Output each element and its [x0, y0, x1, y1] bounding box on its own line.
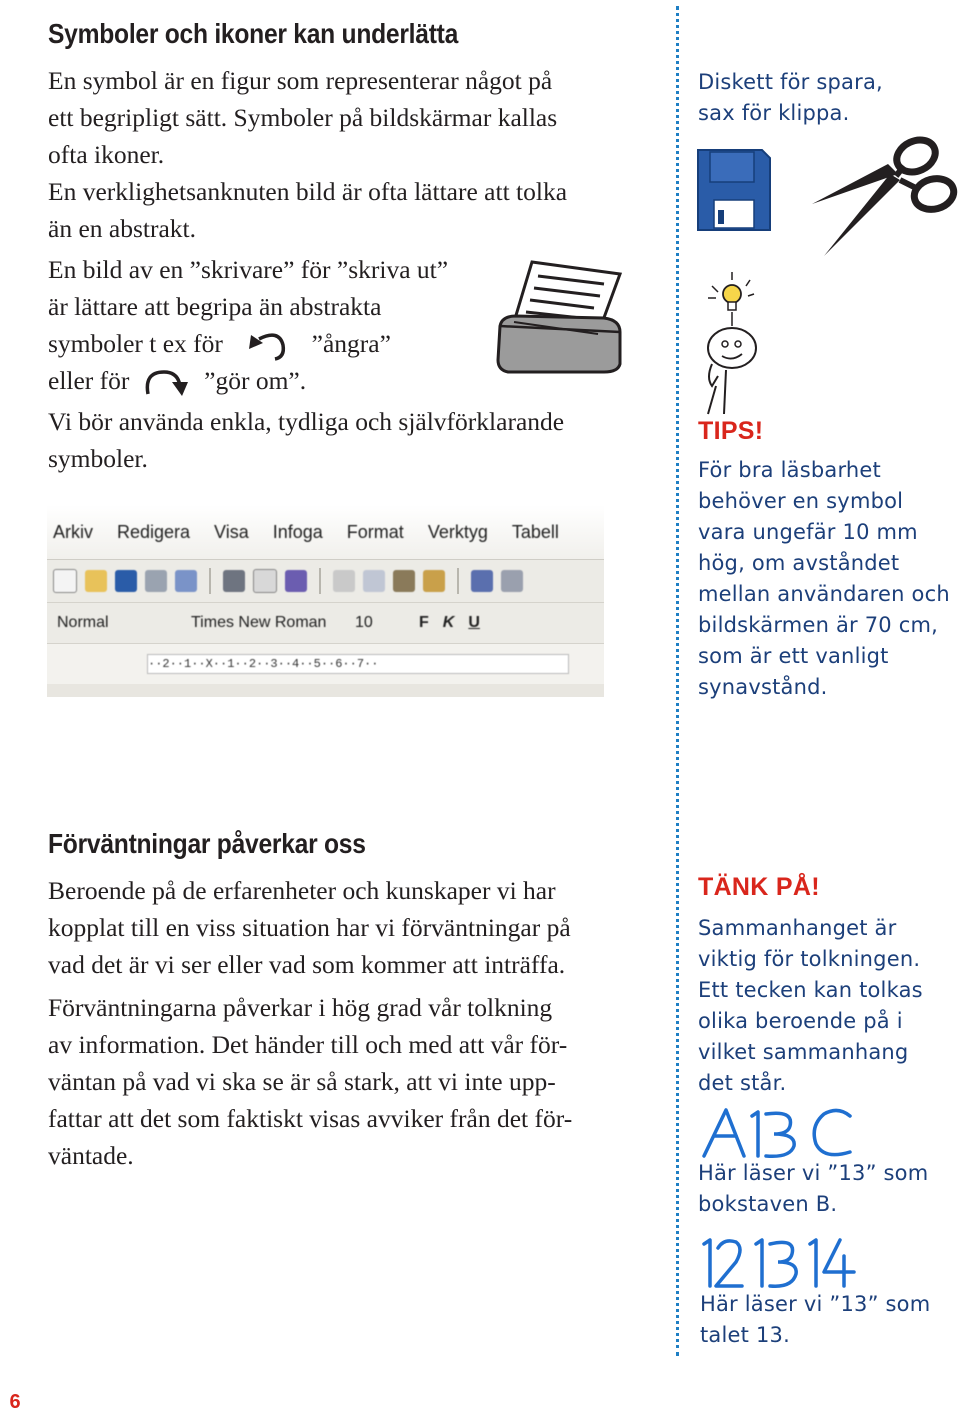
- text-line: kopplat till en viss situation har vi förväntningar på: [48, 913, 571, 942]
- email-icon: [145, 570, 167, 592]
- caption-line: Diskett för spara,: [698, 70, 883, 94]
- menu-item-tabell: Tabell: [511, 521, 559, 542]
- word-toolbar-screenshot: [47, 505, 604, 697]
- text-line: av information. Det händer till och med att vår för-: [48, 1030, 568, 1059]
- menu-bar: [47, 505, 604, 560]
- text-line: väntan på vad vi ska se är så stark, att vi inte upp-: [48, 1067, 556, 1096]
- tips-line: behöver en symbol: [698, 489, 904, 513]
- undo-toolbar-icon: [471, 570, 493, 592]
- text-line: Förväntningarna påverkar i hög grad vår tolkning: [48, 993, 553, 1022]
- caption-line: Här läser vi ”13” som: [700, 1292, 931, 1316]
- think-line: olika beroende på i: [698, 1009, 903, 1033]
- printer-icon: [494, 256, 624, 376]
- menu-item-verktyg: Verktyg: [427, 521, 488, 542]
- disk-scissors-caption: [698, 67, 883, 129]
- paste-icon: [393, 570, 415, 592]
- think-line: Ett tecken kan tolkas: [698, 978, 923, 1002]
- text-fragment: ”gör om”.: [204, 366, 307, 395]
- tips-line: hög, om avståndet: [698, 551, 900, 575]
- think-text: [698, 913, 960, 1099]
- italic-icon: K: [442, 614, 455, 631]
- menu-item-arkiv: Arkiv: [53, 521, 93, 542]
- underline-icon: U: [468, 614, 480, 631]
- text-fragment: ”ångra”: [311, 329, 391, 358]
- tips-line: bildskärmen är 70 cm,: [698, 613, 939, 637]
- handwritten-numbers: [700, 1234, 860, 1290]
- section-heading-symbols: Symboler och ikoner kan underlätta: [48, 18, 459, 49]
- text-line: fattar att det som faktiskt visas avviker från det för-: [48, 1104, 573, 1133]
- ruler: [47, 644, 604, 684]
- formatting-toolbar: [47, 603, 604, 644]
- abc-caption: [698, 1158, 928, 1220]
- size-dropdown: 10: [355, 614, 373, 631]
- style-dropdown: Normal: [57, 614, 109, 631]
- think-label: TÄNK PÅ!: [698, 873, 820, 901]
- undo-icon: [239, 331, 295, 361]
- text-line: En verklighetsanknuten bild är ofta lättare att tolka: [48, 177, 568, 206]
- think-line: det står.: [698, 1071, 787, 1095]
- text-line: är lättare att begripa än abstrakta: [48, 292, 382, 321]
- separator: [209, 568, 211, 594]
- new-doc-icon: [53, 569, 77, 593]
- caption-line: bokstaven B.: [698, 1192, 838, 1216]
- think-line: Sammanhanget är: [698, 916, 897, 940]
- menu-item-format: Format: [346, 521, 404, 542]
- save-disk-icon: [115, 570, 137, 592]
- think-line: vilket sammanhang: [698, 1040, 909, 1064]
- ruler-scale: ··2··1··X··1··2··3··4··5··6··7··: [147, 654, 569, 674]
- tips-line: För bra läsbarhet: [698, 458, 881, 482]
- spelling-icon: [285, 570, 307, 592]
- text-line: än en abstrakt.: [48, 214, 196, 243]
- floppy-disk-icon: [696, 148, 772, 232]
- bold-icon: F: [419, 614, 429, 631]
- menu-item-redigera: Redigera: [117, 521, 191, 542]
- text-line: ett begripligt sätt. Symboler på bildskärmar kallas: [48, 103, 558, 132]
- text-line: väntade.: [48, 1141, 134, 1170]
- text-fragment: eller för: [48, 366, 130, 395]
- redo-icon: [142, 368, 192, 398]
- caption-line: sax för klippa.: [698, 101, 850, 125]
- text-fragment: symboler t ex för: [48, 329, 223, 358]
- text-line: vad det är vi ser eller vad som kommer att inträffa.: [48, 950, 566, 979]
- permission-icon: [175, 570, 197, 592]
- column-divider: [676, 6, 679, 1356]
- text-line: En bild av en ”skrivare” för ”skriva ut”: [48, 255, 449, 284]
- preview-icon: [253, 569, 277, 593]
- menu-item-visa: Visa: [214, 521, 249, 542]
- lightbulb-idea-icon: [692, 268, 772, 416]
- page-number: 6: [0, 1384, 30, 1420]
- tips-line: vara ungefär 10 mm: [698, 520, 918, 544]
- text-line: Vi bör använda enkla, tydliga och självförklarande: [48, 407, 565, 436]
- text-line: Beroende på de erfarenheter och kunskaper vi har: [48, 876, 556, 905]
- print-icon: [223, 570, 245, 592]
- caption-line: Här läser vi ”13” som: [698, 1161, 929, 1185]
- tips-label: TIPS!: [698, 417, 764, 445]
- format-painter-icon: [423, 570, 445, 592]
- think-line: viktig för tolkningen.: [698, 947, 921, 971]
- open-folder-icon: [85, 570, 107, 592]
- caption-line: talet 13.: [700, 1323, 790, 1347]
- text-line: ofta ikoner.: [48, 140, 165, 169]
- tips-line: mellan användaren och: [698, 582, 950, 606]
- cut-icon: [333, 570, 355, 592]
- numbers-caption: [700, 1289, 930, 1351]
- menu-item-infoga: Infoga: [272, 521, 323, 542]
- expectations-body: [48, 872, 658, 1174]
- handwritten-abc: [700, 1104, 860, 1160]
- tips-line: som är ett vanligt: [698, 644, 889, 668]
- text-line: En symbol är en figur som representerar något på: [48, 66, 553, 95]
- separator: [457, 568, 459, 594]
- scissors-icon: [808, 134, 958, 258]
- tips-line: synavstånd.: [698, 675, 828, 699]
- font-dropdown: Times New Roman: [191, 614, 327, 631]
- copy-icon: [363, 570, 385, 592]
- separator: [319, 568, 321, 594]
- redo-toolbar-icon: [501, 570, 523, 592]
- tips-text: [698, 455, 960, 703]
- text-line: symboler.: [48, 444, 148, 473]
- standard-toolbar: [47, 560, 604, 603]
- section-heading-expectations: Förväntningar påverkar oss: [48, 828, 366, 859]
